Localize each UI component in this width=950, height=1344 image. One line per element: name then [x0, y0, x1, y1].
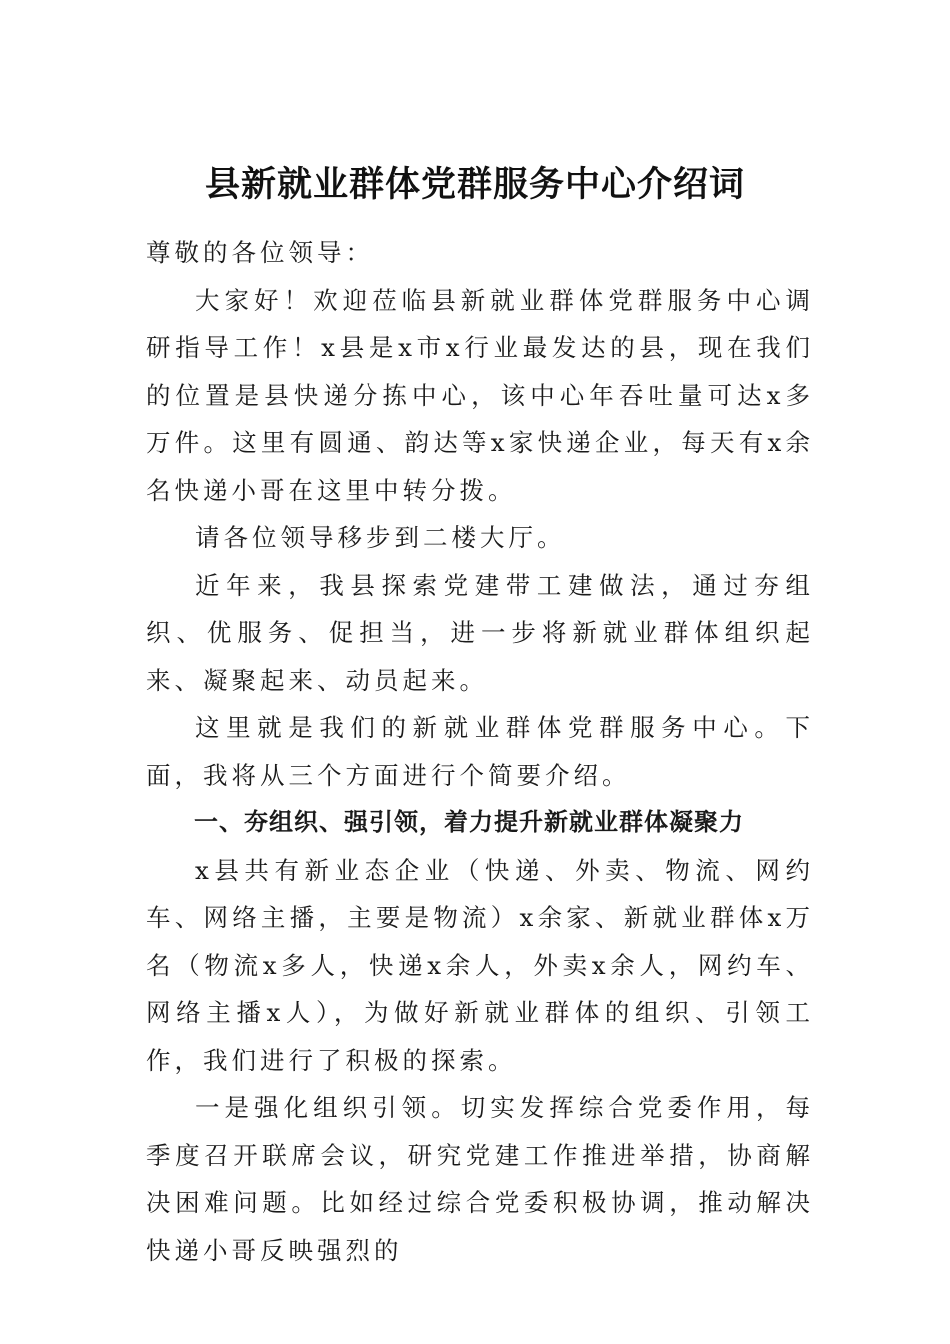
document-body	[146, 229, 814, 1274]
paragraph-industry-overview: x县共有新业态企业（快递、外卖、物流、网约车、网络主播，主要是物流）x余家、新就业群体x万名（物流x多人，快递x余人，外卖x余人，网约车、网络主播x人），为做好新就业群体的组织、引领工作，我们进行了积极的探索。	[146, 855, 814, 1075]
document-title: 县新就业群体党群服务中心介绍词	[204, 164, 745, 205]
paragraph-introduction: 这里就是我们的新就业群体党群服务中心。下面，我将从三个方面进行个简要介绍。	[146, 713, 814, 790]
paragraph-organization-guidance: 一是强化组织引领。切实发挥综合党委作用，每季度召开联席会议，研究党建工作推进举措，协商解决困难问题。比如经过综合党委积极协调，推动解决快递小哥反映强烈的	[146, 1093, 814, 1265]
section-heading: 一、夯组织、强引领，着力提升新就业群体凝聚力	[194, 808, 744, 836]
salutation: 尊敬的各位领导：	[146, 238, 374, 267]
paragraph-move-upstairs: 请各位领导移步到二楼大厅。	[195, 523, 566, 552]
paragraph-recent-years: 近年来，我县探索党建带工建做法，通过夯组织、优服务、促担当，进一步将新就业群体组织起来、凝聚起来、动员起来。	[146, 570, 814, 695]
paragraph-welcome: 大家好！欢迎莅临县新就业群体党群服务中心调研指导工作！x县是x市x行业最发达的县，现在我们的位置是县快递分拣中心，该中心年吞吐量可达x多万件。这里有圆通、韵达等x家快递企业，每天有x余名快递小哥在这里中转分拨。	[146, 285, 814, 505]
